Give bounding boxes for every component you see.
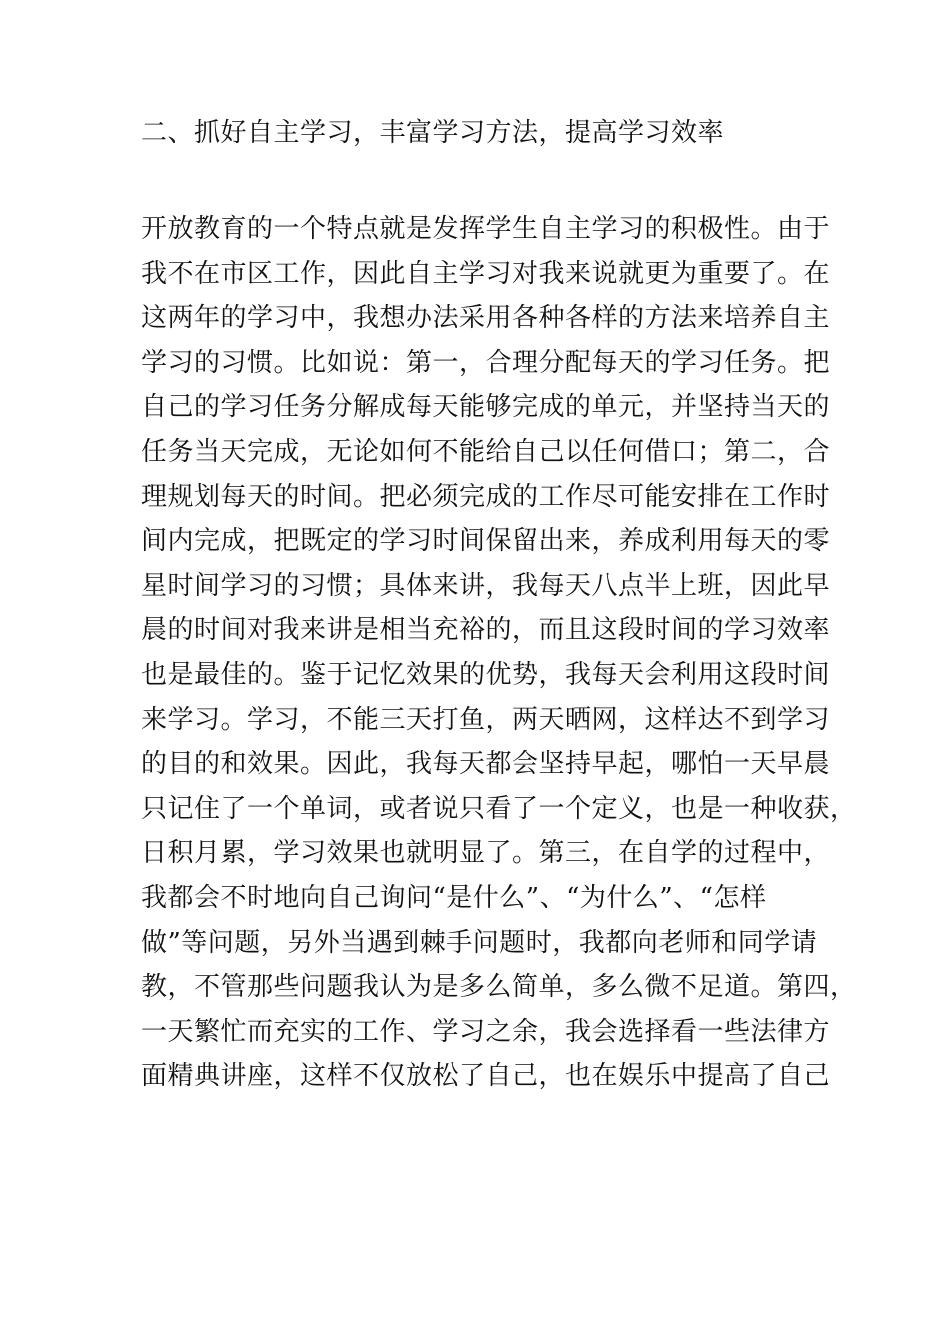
text-line: 做”等问题，另外当遇到棘手问题时，我都向老师和同学请 bbox=[141, 927, 818, 958]
text-line: 我都会不时地向自己询问“是什么”、“为什么”、“怎样 bbox=[141, 882, 767, 913]
text-line: 理规划每天的时间。把必须完成的工作尽可能安排在工作时 bbox=[141, 481, 831, 512]
text-line: 日积月累，学习效果也就明显了。第三，在自学的过程中， bbox=[141, 838, 831, 869]
text-line: 教，不管那些问题我认为是多么简单，多么微不足道。第四， bbox=[141, 972, 857, 1003]
text-line: 晨的时间对我来讲是相当充裕的，而且这段时间的学习效率 bbox=[141, 615, 831, 646]
text-line: 的目的和效果。因此，我每天都会坚持早起，哪怕一天早晨 bbox=[141, 749, 831, 780]
text-line: 一天繁忙而充实的工作、学习之余，我会选择看一些法律方 bbox=[141, 1016, 831, 1047]
text-line: 只记住了一个单词，或者说只看了一个定义，也是一种收获， bbox=[141, 793, 857, 824]
body-paragraph bbox=[141, 207, 857, 1099]
section-heading: 二、抓好自主学习，丰富学习方法，提高学习效率 bbox=[141, 118, 725, 148]
text-line: 开放教育的一个特点就是发挥学生自主学习的积极性。由于 bbox=[141, 214, 831, 244]
text-line: 这两年的学习中，我想办法采用各种各样的方法来培养自主 bbox=[141, 303, 831, 334]
text-line: 来学习。学习，不能三天打鱼，两天晒网，这样达不到学习 bbox=[141, 704, 831, 735]
text-line: 我不在市区工作，因此自主学习对我来说就更为重要了。在 bbox=[141, 258, 831, 289]
text-line: 面精典讲座，这样不仅放松了自己，也在娱乐中提高了自己 bbox=[141, 1061, 831, 1092]
text-line: 星时间学习的习惯；具体来讲，我每天八点半上班，因此早 bbox=[141, 570, 831, 601]
text-line: 学习的习惯。比如说：第一，合理分配每天的学习任务。把 bbox=[141, 347, 831, 378]
text-line: 自己的学习任务分解成每天能够完成的单元，并坚持当天的 bbox=[141, 392, 831, 423]
text-line: 任务当天完成，无论如何不能给自己以任何借口；第二，合 bbox=[141, 436, 831, 467]
text-line: 也是最佳的。鉴于记忆效果的优势，我每天会利用这段时间 bbox=[141, 659, 831, 690]
text-line: 间内完成，把既定的学习时间保留出来，养成利用每天的零 bbox=[141, 526, 831, 557]
